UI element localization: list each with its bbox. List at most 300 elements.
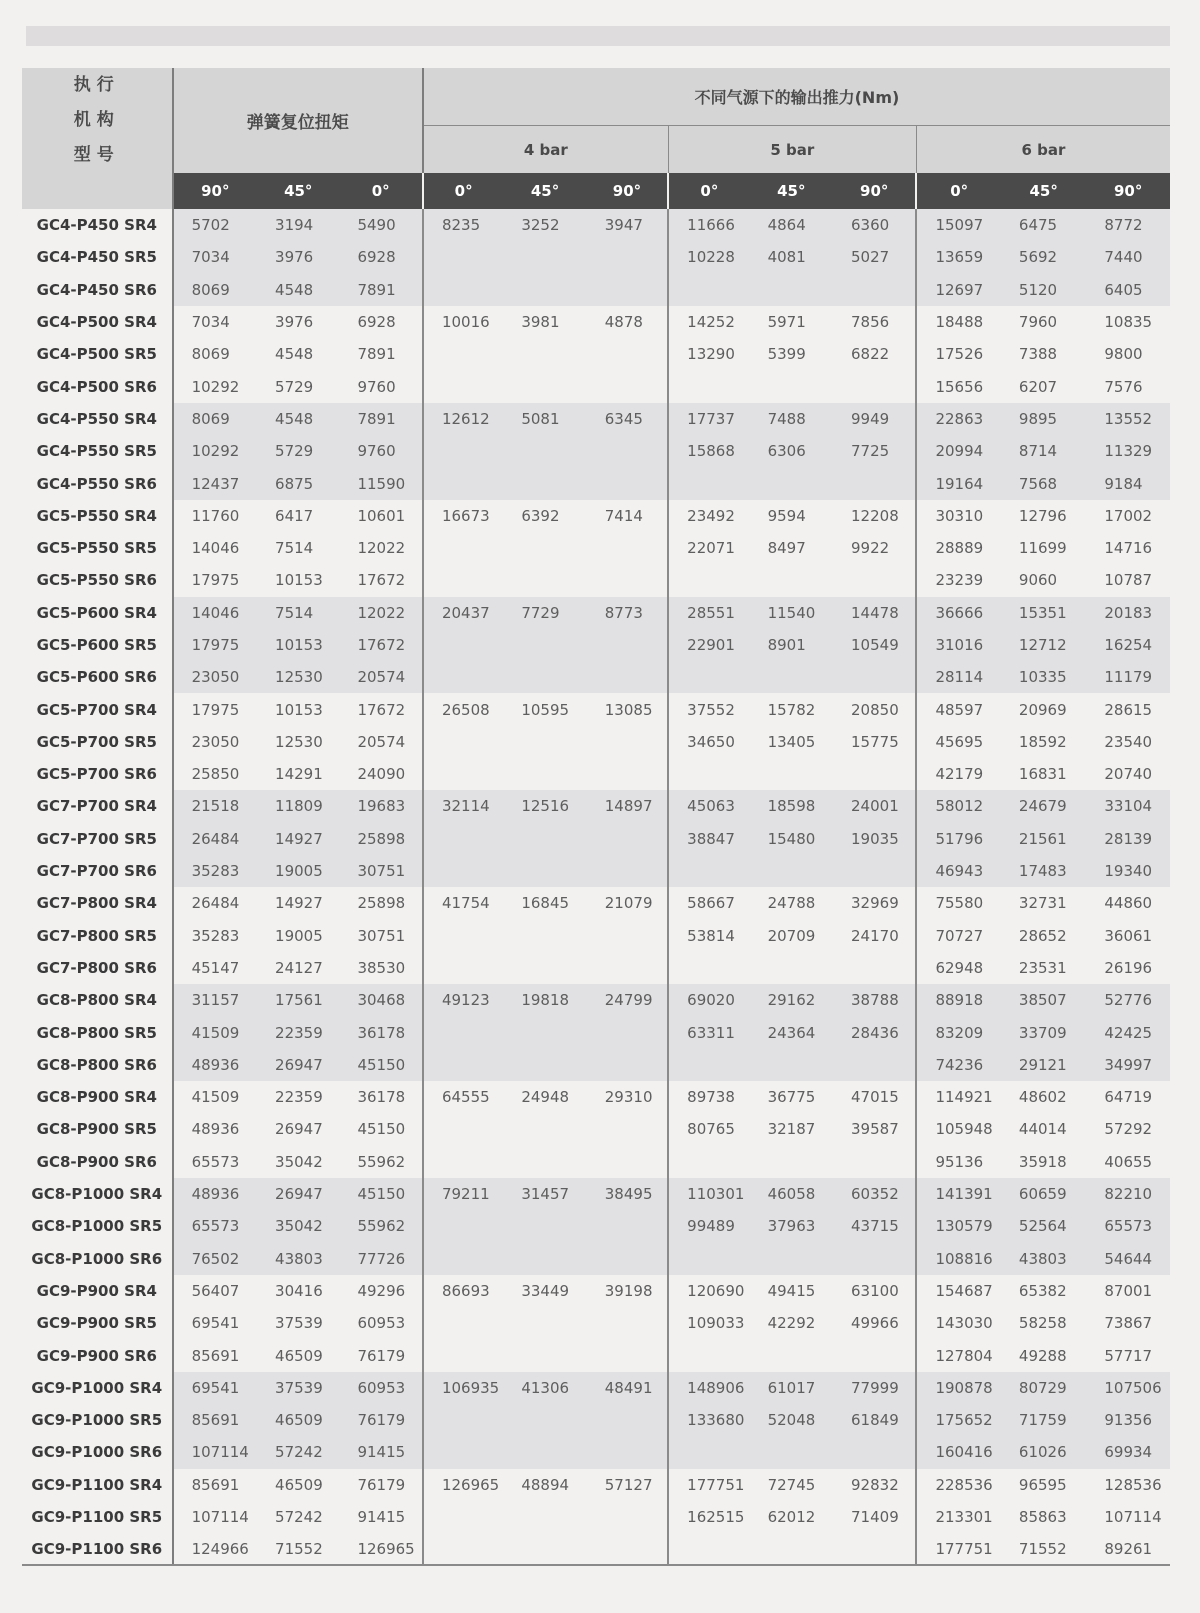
bar5-value-cell: 99489 xyxy=(668,1210,749,1242)
bar5-value-cell xyxy=(833,274,916,306)
bar6-value-cell: 74236 xyxy=(916,1049,1000,1081)
bar5-value-cell: 10549 xyxy=(833,629,916,661)
bar6-value-cell: 71759 xyxy=(1001,1404,1086,1436)
bar5-value-cell: 6360 xyxy=(833,209,916,241)
spring-value-cell: 57242 xyxy=(257,1436,339,1468)
bar4-value-cell: 12612 xyxy=(423,403,503,435)
spring-value-cell: 36178 xyxy=(339,1016,422,1048)
spring-value-cell: 6417 xyxy=(275,506,314,525)
bar6-value-cell: 177751 xyxy=(916,1533,1000,1565)
bar5-value-cell xyxy=(750,1436,833,1468)
bar4-value-cell xyxy=(423,338,503,370)
spring-return-header: 弹簧复位扭矩 xyxy=(173,68,423,173)
bar4-value-cell xyxy=(503,1016,586,1048)
bar4-value-cell xyxy=(587,920,668,952)
bar5-value-cell: 133680 xyxy=(668,1404,749,1436)
spring-value-cell: 37539 xyxy=(275,1314,323,1333)
bar5-value-cell: 60352 xyxy=(833,1178,916,1210)
spring-value-cell: 14046 xyxy=(173,597,257,629)
bar4-value-cell: 29310 xyxy=(587,1081,668,1113)
spring-value-cell: 76502 xyxy=(173,1243,257,1275)
bar4-value-cell xyxy=(503,855,586,887)
bar4-value-cell xyxy=(587,274,668,306)
bar4-value-cell: 14897 xyxy=(587,790,668,822)
bar6-value-cell: 15097 xyxy=(916,209,1000,241)
bar5-value-cell xyxy=(833,1049,916,1081)
bar5-value-cell xyxy=(750,1243,833,1275)
spring-value-cell: 30416 xyxy=(275,1281,323,1300)
spring-value-cell: 4548 xyxy=(275,345,314,364)
spring-value-cell: 30468 xyxy=(339,984,422,1016)
model-cell: GC7-P700 SR5 xyxy=(22,823,173,855)
bar4-value-cell xyxy=(423,370,503,402)
bar4-value-cell xyxy=(503,1243,586,1275)
bar5-value-cell: 17737 xyxy=(668,403,749,435)
spring-value-cell: 45150 xyxy=(339,1113,422,1145)
spring-value-cell: 41509 xyxy=(191,1088,240,1107)
bar5-value-cell: 9922 xyxy=(833,532,916,564)
bar6-value-cell: 33709 xyxy=(1001,1016,1086,1048)
model-cell: GC8-P800 SR5 xyxy=(22,1016,173,1048)
bar5-value-cell: 22901 xyxy=(668,629,749,661)
bar5-value-cell: 15782 xyxy=(767,700,816,719)
spring-value-cell: 41509 xyxy=(173,1016,257,1048)
bar4-value-cell xyxy=(587,564,668,596)
bar4-value-cell xyxy=(587,1210,668,1242)
bar6-value-cell: 38507 xyxy=(1001,984,1086,1016)
spring-value-cell: 14046 xyxy=(191,539,240,558)
bar6-value-cell: 105948 xyxy=(935,1120,993,1139)
spring-value-cell: 8069 xyxy=(173,403,257,435)
spring-value-cell: 10292 xyxy=(173,435,257,467)
bar5-value-cell xyxy=(668,564,749,596)
bar4-value-cell xyxy=(503,435,586,467)
spring-value-cell: 25850 xyxy=(191,765,240,784)
bar5-value-cell xyxy=(833,1146,916,1178)
model-label-line: 型号 xyxy=(73,145,120,165)
bar5-value-cell: 148906 xyxy=(668,1372,749,1404)
table-row xyxy=(22,1243,1170,1275)
bar4-value-cell: 41306 xyxy=(503,1372,586,1404)
bar5-value-cell xyxy=(833,1339,916,1371)
bar6-value-cell: 12697 xyxy=(916,274,1000,306)
table-row xyxy=(22,1081,1170,1113)
spring-value-cell: 25898 xyxy=(339,823,422,855)
output-thrust-header: 不同气源下的输出推力(Nm) xyxy=(423,68,1170,126)
bar5-value-cell: 6306 xyxy=(750,435,833,467)
table-row xyxy=(22,952,1170,984)
model-cell: GC8-P1000 SR6 xyxy=(22,1243,173,1275)
bar4-value-cell xyxy=(503,952,586,984)
bar6-value-cell: 44860 xyxy=(1104,894,1153,913)
spring-value-cell: 65573 xyxy=(173,1210,257,1242)
bar6-value-cell: 130579 xyxy=(916,1210,1000,1242)
bar5-value-cell: 32187 xyxy=(767,1120,816,1139)
bar4-value-cell xyxy=(423,823,503,855)
bar6-value-cell: 57292 xyxy=(1104,1120,1153,1139)
bar6-value-cell: 42425 xyxy=(1086,1016,1170,1048)
spring-value-cell: 8069 xyxy=(173,274,257,306)
bar4-value-cell xyxy=(587,532,668,564)
bar6-value-cell: 17002 xyxy=(1104,506,1153,525)
spring-value-cell: 55962 xyxy=(339,1146,422,1178)
bar5-value-cell: 38847 xyxy=(668,823,749,855)
pressure-4bar-header: 4 bar xyxy=(423,126,668,173)
bar6-value-cell: 54644 xyxy=(1086,1243,1170,1275)
bar5-value-cell: 39587 xyxy=(833,1113,916,1145)
bar6-value-cell: 44014 xyxy=(1018,1120,1067,1139)
bar5-value-cell: 36775 xyxy=(767,1088,816,1107)
bar6-value-cell: 48597 xyxy=(935,700,984,719)
bar4-value-cell xyxy=(423,435,503,467)
spring-value-cell: 126965 xyxy=(339,1533,422,1565)
spring-value-cell: 11760 xyxy=(191,506,240,525)
bar5-value-cell: 24170 xyxy=(833,920,916,952)
bar6-value-cell: 18592 xyxy=(1018,732,1067,751)
spring-value-cell: 10292 xyxy=(191,377,240,396)
spring-value-cell: 14291 xyxy=(275,765,323,784)
table-row xyxy=(22,435,1170,467)
spring-value-cell: 23050 xyxy=(173,661,257,693)
spring-value-cell: 76179 xyxy=(339,1339,422,1371)
bar5-value-cell: 9594 xyxy=(767,506,806,525)
spring-value-cell: 12437 xyxy=(173,467,257,499)
model-cell: GC8-P900 SR4 xyxy=(22,1081,173,1113)
bar6-value-cell: 10835 xyxy=(1104,313,1153,332)
spring-value-cell: 45150 xyxy=(339,1178,422,1210)
spring-value-cell: 45150 xyxy=(339,1049,422,1081)
table-row xyxy=(22,564,1170,596)
bar4-value-cell: 24799 xyxy=(587,984,668,1016)
bar6-value-cell: 31016 xyxy=(916,629,1000,661)
bar6-value-cell: 18488 xyxy=(935,313,984,332)
bar4-value-cell xyxy=(503,467,586,499)
bar5-value-cell: 49966 xyxy=(833,1307,916,1339)
bar5-value-cell xyxy=(833,564,916,596)
bar4-value-cell xyxy=(503,1113,586,1145)
bar5-value-cell: 37963 xyxy=(750,1210,833,1242)
bar4-value-cell xyxy=(587,338,668,370)
bar5-value-cell: 61849 xyxy=(833,1404,916,1436)
bar6-value-cell: 23239 xyxy=(935,571,984,590)
spring-value-cell: 12530 xyxy=(275,732,323,751)
table-row xyxy=(22,241,1170,273)
bar4-value-cell: 48894 xyxy=(521,1475,570,1494)
bar6-value-cell: 8772 xyxy=(1086,209,1170,241)
bar5-value-cell: 37552 xyxy=(687,700,735,719)
bar4-value-cell: 6392 xyxy=(521,506,560,525)
bar6-value-cell: 29121 xyxy=(1001,1049,1086,1081)
bar4-value-cell xyxy=(587,629,668,661)
model-cell: GC7-P800 SR5 xyxy=(22,920,173,952)
table-row xyxy=(22,1210,1170,1242)
spring-value-cell: 36178 xyxy=(339,1081,422,1113)
bar4-value-cell xyxy=(503,1307,586,1339)
bar5-value-cell: 8901 xyxy=(750,629,833,661)
table-row xyxy=(22,500,1170,532)
table-row xyxy=(22,790,1170,822)
bar4-value-cell: 126965 xyxy=(441,1475,500,1494)
table-row xyxy=(22,209,1170,241)
spring-angle-header: 0° xyxy=(339,173,422,209)
bar4-value-cell xyxy=(503,1146,586,1178)
bar4-value-cell: 4878 xyxy=(587,306,668,338)
bar5-value-cell: 63311 xyxy=(668,1016,749,1048)
model-cell: GC5-P600 SR4 xyxy=(22,597,173,629)
bar5-value-cell xyxy=(750,952,833,984)
bar4-value-cell xyxy=(423,920,503,952)
bar5-value-cell xyxy=(668,855,749,887)
bar6-value-cell: 7576 xyxy=(1104,377,1143,396)
spring-value-cell: 30751 xyxy=(339,855,422,887)
spring-value-cell: 9760 xyxy=(339,435,422,467)
bar5-value-cell xyxy=(833,1533,916,1565)
bar6-value-cell: 85863 xyxy=(1018,1508,1067,1527)
spring-value-cell: 17975 xyxy=(191,571,240,590)
bar4-value-cell: 5081 xyxy=(503,403,586,435)
bar5-value-cell xyxy=(668,1146,749,1178)
spring-value-cell: 3976 xyxy=(257,241,339,273)
model-cell: GC9-P1100 SR5 xyxy=(22,1501,173,1533)
bar4-value-cell xyxy=(503,823,586,855)
bar5-value-cell xyxy=(833,855,916,887)
bar6-value-cell: 28652 xyxy=(1018,926,1067,945)
bar6-value-cell: 190878 xyxy=(916,1372,1000,1404)
bar4-value-cell: 3252 xyxy=(503,209,586,241)
bar5-value-cell: 34650 xyxy=(687,732,735,751)
spring-value-cell: 10153 xyxy=(257,629,339,661)
bar4-value-cell xyxy=(423,952,503,984)
table-body xyxy=(22,209,1170,1565)
spring-value-cell: 91415 xyxy=(339,1436,422,1468)
model-cell: GC5-P550 SR4 xyxy=(22,500,173,532)
spring-value-cell: 23050 xyxy=(191,732,240,751)
bar5-value-cell: 43715 xyxy=(833,1210,916,1242)
table-row xyxy=(22,1049,1170,1081)
bar6-value-cell: 24679 xyxy=(1001,790,1086,822)
bar6-value-cell: 7440 xyxy=(1086,241,1170,273)
bar5-value-cell: 46058 xyxy=(750,1178,833,1210)
bar5-value-cell xyxy=(668,467,749,499)
bar5-value-cell: 14478 xyxy=(833,597,916,629)
spring-value-cell: 71552 xyxy=(257,1533,339,1565)
bar5-value-cell: 10228 xyxy=(668,241,749,273)
bar4-value-cell: 10016 xyxy=(441,313,490,332)
spring-value-cell: 69541 xyxy=(191,1314,240,1333)
spring-value-cell: 30751 xyxy=(339,920,422,952)
bar5-value-cell: 4081 xyxy=(750,241,833,273)
model-cell: GC7-P800 SR6 xyxy=(22,952,173,984)
spring-value-cell: 85691 xyxy=(191,1346,240,1365)
bar5-value-cell xyxy=(668,1243,749,1275)
spring-value-cell: 85691 xyxy=(191,1475,240,1494)
bar4-value-cell xyxy=(423,758,503,790)
spring-value-cell: 4548 xyxy=(257,274,339,306)
bar5-value-cell: 77999 xyxy=(833,1372,916,1404)
bar6-value-cell: 64719 xyxy=(1104,1088,1153,1107)
spring-value-cell: 43803 xyxy=(257,1243,339,1275)
bar6-value-cell: 42179 xyxy=(935,765,984,784)
bar6-value-cell: 12796 xyxy=(1018,506,1067,525)
table-row xyxy=(22,887,1170,919)
bar5-value-cell: 8497 xyxy=(767,539,806,558)
table-row xyxy=(22,370,1170,402)
bar5-value-cell xyxy=(668,758,749,790)
bar6-value-cell: 75580 xyxy=(935,894,984,913)
bar6-value-cell: 52564 xyxy=(1001,1210,1086,1242)
bar6-value-cell: 107506 xyxy=(1086,1372,1170,1404)
bar4-value-cell xyxy=(503,1436,586,1468)
bar6-value-cell: 28615 xyxy=(1104,700,1153,719)
spring-value-cell: 26484 xyxy=(191,894,240,913)
bar5-value-cell: 4864 xyxy=(750,209,833,241)
bar5-value-cell: 62012 xyxy=(767,1508,816,1527)
bar6-value-cell: 73867 xyxy=(1104,1314,1153,1333)
bar6-value-cell: 57717 xyxy=(1104,1346,1153,1365)
spring-value-cell: 7514 xyxy=(275,539,314,558)
model-cell: GC4-P500 SR5 xyxy=(22,338,173,370)
spring-value-cell: 24127 xyxy=(275,958,323,977)
bar5-value-cell xyxy=(750,564,833,596)
bar5-value-cell: 58667 xyxy=(687,894,735,913)
spring-value-cell: 11809 xyxy=(257,790,339,822)
bar5-value-cell: 28436 xyxy=(833,1016,916,1048)
bar6-value-cell: 7388 xyxy=(1018,345,1058,364)
bar6-value-cell: 114921 xyxy=(935,1088,993,1107)
bar5-value-cell: 5971 xyxy=(767,313,806,332)
bar4-value-cell: 106935 xyxy=(423,1372,503,1404)
spring-value-cell: 14927 xyxy=(275,894,323,913)
bar4-value-cell xyxy=(423,274,503,306)
bar6-value-cell: 22863 xyxy=(916,403,1000,435)
bar4-value-cell xyxy=(587,1501,668,1533)
bar4-value-cell xyxy=(503,629,586,661)
pressure-6bar-header: 6 bar xyxy=(916,126,1170,173)
model-label-line: 执行 xyxy=(73,75,120,95)
bar6-value-cell: 46943 xyxy=(916,855,1000,887)
spring-value-cell: 19005 xyxy=(275,926,323,945)
spring-value-cell: 46509 xyxy=(257,1404,339,1436)
model-cell: GC5-P600 SR5 xyxy=(22,629,173,661)
bar6-value-cell: 32731 xyxy=(1018,894,1067,913)
bar4-value-cell xyxy=(587,823,668,855)
bar5-value-cell xyxy=(750,370,833,402)
bar4-value-cell xyxy=(587,1307,668,1339)
bar4-value-cell xyxy=(423,855,503,887)
bar6-value-cell: 43803 xyxy=(1001,1243,1086,1275)
spring-value-cell: 65573 xyxy=(191,1152,240,1171)
spring-value-cell: 76179 xyxy=(339,1469,422,1501)
model-cell: GC4-P550 SR5 xyxy=(22,435,173,467)
bar6-value-cell: 13659 xyxy=(916,241,1000,273)
bar5-value-cell xyxy=(750,467,833,499)
bar5-value-cell: 110301 xyxy=(668,1178,749,1210)
bar6-value-cell: 6475 xyxy=(1001,209,1086,241)
spring-value-cell: 5729 xyxy=(257,435,339,467)
bar5-value-cell: 20709 xyxy=(767,926,816,945)
bar6-value-cell: 13552 xyxy=(1086,403,1170,435)
bar5-value-cell: 109033 xyxy=(687,1314,745,1333)
bar4-value-cell: 7729 xyxy=(503,597,586,629)
bar6-value-cell: 10335 xyxy=(1001,661,1086,693)
spring-value-cell: 11590 xyxy=(339,467,422,499)
bar6-value-cell: 17526 xyxy=(935,345,984,364)
bar4-value-cell xyxy=(587,1146,668,1178)
bar4-value-cell xyxy=(503,758,586,790)
bar5-value-cell: 22071 xyxy=(687,539,735,558)
bar5-value-cell: 63100 xyxy=(833,1275,916,1307)
bar6-value-cell: 213301 xyxy=(935,1508,993,1527)
bar5-value-cell: 11666 xyxy=(668,209,749,241)
bar4-value-cell: 19818 xyxy=(503,984,586,1016)
spring-value-cell: 7891 xyxy=(339,338,422,370)
bar4-value-cell: 6345 xyxy=(587,403,668,435)
bar5-value-cell: 38788 xyxy=(833,984,916,1016)
bar6-value-cell: 11179 xyxy=(1086,661,1170,693)
spring-value-cell: 17561 xyxy=(257,984,339,1016)
spring-value-cell: 35042 xyxy=(257,1210,339,1242)
bar4-value-cell xyxy=(503,1533,586,1565)
bar6-value-cell: 49288 xyxy=(1018,1346,1067,1365)
bar5-value-cell: 5027 xyxy=(833,241,916,273)
bar5-value-cell: 47015 xyxy=(833,1081,916,1113)
bar5-value-cell: 24364 xyxy=(750,1016,833,1048)
model-cell: GC9-P1000 SR6 xyxy=(22,1436,173,1468)
bar5-value-cell: 69020 xyxy=(668,984,749,1016)
model-cell: GC9-P1100 SR4 xyxy=(22,1469,173,1501)
bar6-value-cell: 80729 xyxy=(1001,1372,1086,1404)
bar5-value-cell: 52048 xyxy=(750,1404,833,1436)
bar5-value-cell xyxy=(833,1243,916,1275)
bar4-value-cell: 8235 xyxy=(423,209,503,241)
table-row xyxy=(22,1469,1170,1501)
bar6-value-cell: 20740 xyxy=(1104,765,1153,784)
bar4-value-cell xyxy=(587,1533,668,1565)
bar4-value-cell xyxy=(587,1113,668,1145)
spring-value-cell: 10153 xyxy=(275,571,323,590)
table-row xyxy=(22,823,1170,855)
spring-value-cell: 7891 xyxy=(339,403,422,435)
spring-value-cell: 5702 xyxy=(173,209,257,241)
bar4-value-cell xyxy=(587,1339,668,1371)
spring-value-cell: 7514 xyxy=(257,597,339,629)
bar4-value-cell xyxy=(423,1501,503,1533)
spring-angle-header: 90° xyxy=(173,173,257,209)
bar5-value-cell: 9949 xyxy=(833,403,916,435)
bar4-value-cell: 49123 xyxy=(423,984,503,1016)
bar5-value-cell: 80765 xyxy=(687,1120,735,1139)
bar6-value-cell: 17483 xyxy=(1001,855,1086,887)
table-row xyxy=(22,1404,1170,1436)
bar5-value-cell xyxy=(750,274,833,306)
bar6-value-cell: 19164 xyxy=(916,467,1000,499)
bar5-value-cell xyxy=(668,1339,749,1371)
bar4-value-cell xyxy=(587,952,668,984)
model-cell: GC8-P1000 SR4 xyxy=(22,1178,173,1210)
bar5-value-cell xyxy=(668,1533,749,1565)
bar4-value-cell xyxy=(423,1307,503,1339)
bar4-angle-header: 45° xyxy=(503,173,586,209)
bar5-value-cell: 13405 xyxy=(767,732,816,751)
bar6-value-cell: 65382 xyxy=(1018,1281,1067,1300)
table-row xyxy=(22,758,1170,790)
bar4-value-cell xyxy=(503,1501,586,1533)
bar6-value-cell: 45695 xyxy=(935,732,984,751)
spring-value-cell: 7034 xyxy=(173,241,257,273)
model-cell: GC5-P700 SR5 xyxy=(22,726,173,758)
bar5-value-cell: 120690 xyxy=(687,1281,745,1300)
bar5-value-cell: 15480 xyxy=(750,823,833,855)
